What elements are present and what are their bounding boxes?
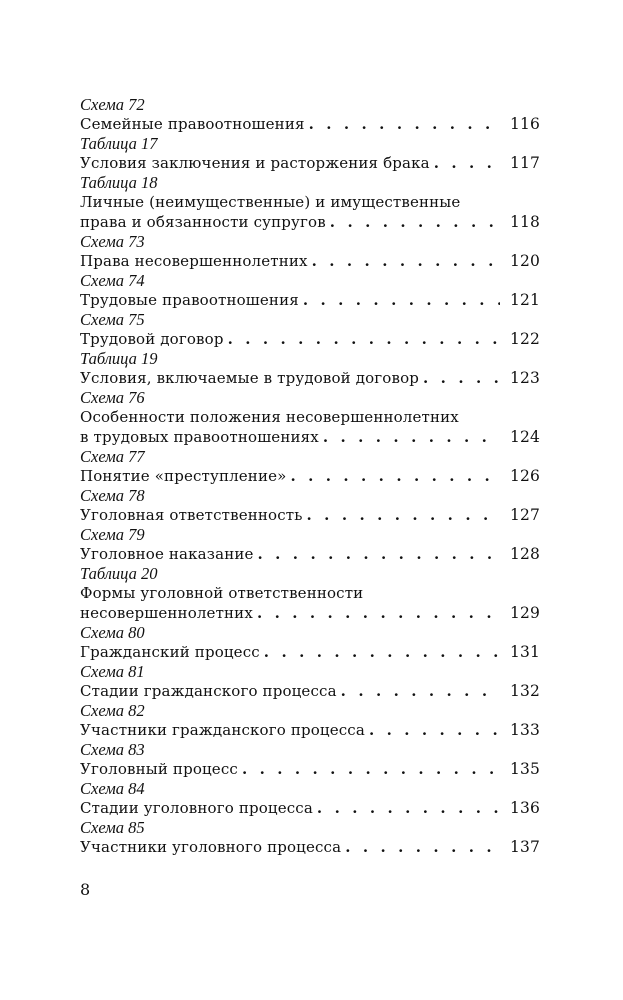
toc-entry-final-line	[80, 329, 540, 349]
toc-entry-title-line: несовершеннолетних	[80, 604, 253, 622]
toc-entry	[80, 525, 540, 564]
toc-entry-title	[80, 759, 540, 779]
toc-entry-final-line	[80, 505, 540, 525]
toc-entry-page-number: 123	[509, 369, 540, 387]
toc-entry-title	[80, 290, 540, 310]
toc-entry-title	[80, 720, 540, 740]
toc-entry-label: Схема 83	[80, 740, 145, 759]
toc-entry-title	[80, 583, 540, 623]
toc-entry	[80, 134, 540, 173]
toc-entry-label: Схема 82	[80, 701, 145, 720]
toc-entry-page-number: 133	[509, 721, 540, 739]
toc-entry-final-line	[80, 153, 540, 173]
dot-leader	[341, 681, 500, 701]
toc-entry-title-line: Участники уголовного процесса	[80, 838, 342, 856]
toc-entry-title	[80, 153, 540, 173]
toc-entry-page-number: 124	[509, 428, 540, 446]
toc-entry-final-line	[80, 642, 540, 662]
toc-entry-final-line	[80, 427, 540, 447]
toc-entry-title-line: Трудовые правоотношения	[80, 291, 299, 309]
toc-entry	[80, 173, 540, 232]
toc-entry-title-line: Права несовершеннолетних	[80, 252, 308, 270]
toc-entry-title-line: Понятие «преступление»	[80, 467, 287, 485]
toc-entry-label: Таблица 18	[80, 173, 158, 192]
dot-leader	[303, 290, 500, 310]
dot-leader	[323, 427, 500, 447]
toc-entry-page-number: 135	[509, 760, 540, 778]
toc-entry-final-line	[80, 114, 540, 134]
toc-entry-page-number: 126	[509, 467, 540, 485]
toc-entry-final-line	[80, 212, 540, 232]
toc-entry-label: Схема 84	[80, 779, 145, 798]
dot-leader	[330, 212, 500, 232]
toc-entry-title-line: права и обязанности супругов	[80, 213, 326, 231]
toc-entry-title	[80, 837, 540, 857]
toc-entry-title	[80, 798, 540, 818]
toc-entry-final-line	[80, 681, 540, 701]
toc-entry-title-line: Гражданский процесс	[80, 643, 260, 661]
toc-entry-page-number: 117	[509, 154, 540, 172]
toc-entry-label: Схема 85	[80, 818, 145, 837]
dot-leader	[290, 466, 500, 486]
toc-entry-title	[80, 544, 540, 564]
toc-entry-final-line	[80, 759, 540, 779]
toc-entry	[80, 779, 540, 818]
dot-leader	[434, 153, 500, 173]
toc-entry-title	[80, 114, 540, 134]
dot-leader	[228, 329, 500, 349]
toc-entry-page-number: 122	[509, 330, 540, 348]
toc-entry-final-line	[80, 544, 540, 564]
dot-leader	[312, 251, 500, 271]
toc-entry-title-line: Формы уголовной ответственности	[80, 584, 364, 602]
toc-entry-label: Таблица 19	[80, 349, 158, 368]
toc-entry	[80, 388, 540, 447]
toc-entry	[80, 818, 540, 857]
toc-entry-label: Схема 72	[80, 95, 145, 114]
toc-entry-title-line: Семейные правоотношения	[80, 115, 305, 133]
toc-entry-title-line: в трудовых правоотношениях	[80, 428, 319, 446]
toc-entry-title	[80, 642, 540, 662]
toc-entry-title-line: Трудовой договор	[80, 330, 224, 348]
toc-entry-title-line: Особенности положения несовершеннолетних	[80, 408, 459, 426]
dot-leader	[345, 837, 500, 857]
toc-entry-label: Схема 76	[80, 388, 145, 407]
toc-entry-title-line: Условия заключения и расторжения брака	[80, 154, 430, 172]
page-number-footer: 8	[80, 880, 91, 899]
toc-entry	[80, 271, 540, 310]
toc-entry	[80, 623, 540, 662]
toc-entry-label: Схема 80	[80, 623, 145, 642]
toc-entry-page-number: 118	[509, 213, 540, 231]
toc-entry-title-line: Личные (неимущественные) и имущественные	[80, 193, 461, 211]
toc-entry-title-line: Уголовная ответственность	[80, 506, 303, 524]
toc-entry-final-line	[80, 368, 540, 388]
toc-entry-page-number: 129	[509, 604, 540, 622]
toc-entry-title	[80, 505, 540, 525]
dot-leader	[369, 720, 500, 740]
toc-entry	[80, 349, 540, 388]
toc-entry-page-number: 127	[509, 506, 540, 524]
toc-entry-page-number: 128	[509, 545, 540, 563]
dot-leader	[307, 505, 500, 525]
toc-entry-page-number: 136	[509, 799, 540, 817]
toc-entry-title-line: Участники гражданского процесса	[80, 721, 365, 739]
toc-entry	[80, 701, 540, 740]
toc-entry-label: Схема 73	[80, 232, 145, 251]
toc-entry-title	[80, 466, 540, 486]
toc-entry-label: Схема 75	[80, 310, 145, 329]
toc-entry	[80, 447, 540, 486]
toc-entry-label: Схема 77	[80, 447, 145, 466]
toc-entry-label: Таблица 20	[80, 564, 158, 583]
toc-entry	[80, 564, 540, 623]
toc-entry-page-number: 132	[509, 682, 540, 700]
toc-entry-title-line: Стадии гражданского процесса	[80, 682, 337, 700]
dot-leader	[423, 368, 500, 388]
toc-entry-page-number: 116	[509, 115, 540, 133]
toc-entry-final-line	[80, 603, 540, 623]
toc-entry-title-line: Уголовный процесс	[80, 760, 238, 778]
toc-entry	[80, 310, 540, 349]
toc-entry-title	[80, 192, 540, 232]
toc-entry-label: Схема 78	[80, 486, 145, 505]
toc-entry-page-number: 120	[509, 252, 540, 270]
toc-entry-final-line	[80, 466, 540, 486]
toc-entry-title	[80, 407, 540, 447]
toc-entry	[80, 95, 540, 134]
toc-entry-label: Схема 79	[80, 525, 145, 544]
dot-leader	[257, 603, 500, 623]
toc-entry	[80, 486, 540, 525]
toc-entry	[80, 232, 540, 271]
toc-entry-title-line: Стадии уголовного процесса	[80, 799, 313, 817]
dot-leader	[317, 798, 500, 818]
toc-entry-title	[80, 368, 540, 388]
dot-leader	[264, 642, 500, 662]
toc-entry-final-line	[80, 798, 540, 818]
toc-entry-title-line: Условия, включаемые в трудовой договор	[80, 369, 420, 387]
toc-entry-label: Схема 74	[80, 271, 145, 290]
dot-leader	[258, 544, 500, 564]
toc-entry	[80, 662, 540, 701]
dot-leader	[309, 114, 500, 134]
toc-entry-title	[80, 681, 540, 701]
dot-leader	[242, 759, 500, 779]
toc-entry-page-number: 121	[509, 291, 540, 309]
toc-entry-final-line	[80, 290, 540, 310]
toc-entry-title	[80, 329, 540, 349]
toc-entry-title	[80, 251, 540, 271]
table-of-contents	[80, 95, 540, 857]
toc-entry	[80, 740, 540, 779]
toc-entry-page-number: 131	[509, 643, 540, 661]
toc-entry-final-line	[80, 251, 540, 271]
toc-entry-label: Таблица 17	[80, 134, 158, 153]
toc-entry-final-line	[80, 720, 540, 740]
toc-entry-page-number: 137	[509, 838, 540, 856]
toc-entry-title-line: Уголовное наказание	[80, 545, 254, 563]
toc-entry-final-line	[80, 837, 540, 857]
toc-entry-label: Схема 81	[80, 662, 145, 681]
